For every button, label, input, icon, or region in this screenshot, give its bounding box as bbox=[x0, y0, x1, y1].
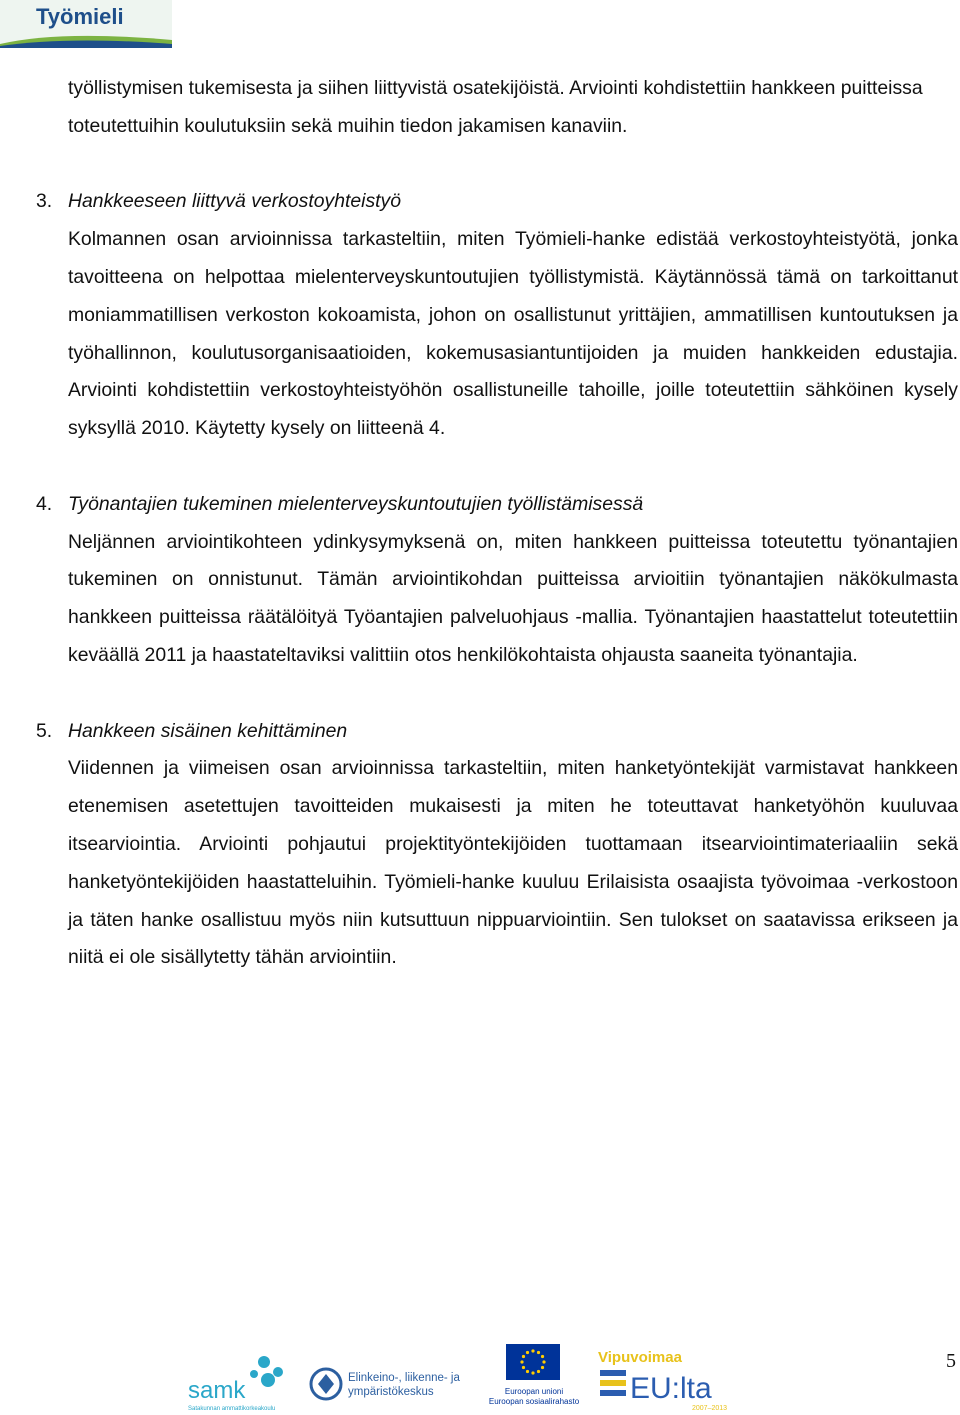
eu-star-icon bbox=[526, 1370, 529, 1373]
section-heading bbox=[36, 486, 958, 524]
eu-star-icon bbox=[537, 1370, 540, 1373]
svg-text:Elinkeino-, liikenne- ja: Elinkeino-, liikenne- ja bbox=[348, 1372, 460, 1384]
samk-logo bbox=[188, 1348, 298, 1414]
eu-star-icon bbox=[537, 1351, 540, 1354]
svg-text:Euroopan unioni: Euroopan unioni bbox=[504, 1387, 564, 1396]
eu-star-icon bbox=[520, 1360, 523, 1363]
section-heading bbox=[36, 713, 958, 751]
section-title: Hankkeeseen liittyvä verkostoyhteistyö bbox=[68, 190, 402, 213]
eu-star-icon bbox=[541, 1366, 544, 1369]
section-number: 5. bbox=[36, 719, 53, 742]
eu-star-icon bbox=[522, 1355, 525, 1358]
eu-star-icon bbox=[531, 1371, 534, 1374]
section-body: Kolmannen osan arvioinnissa tarkasteltiin, miten Työmieli-hanke edistää verkostoyhteistyötä, jonka tavoitteena on helpottaa mielenterveyskuntoutujien työllistymistä. Käytännössä tämä on tarkoittanut moniammatillisen verkoston kokoamista, johon on osallistunut yrittäjien, ammatillisen kuntoutuksen ja työhallinnon, koulutusorganisaatioiden, kokemusasiantuntijoiden ja muiden hankkeiden edustajia. Arviointi kohdistettiin verkostoyhteistyöhön osallistuneille tahoille, joille toteutettiin sähköinen kysely syksyllä 2010. Käytetty kysely on liitteenä 4. bbox=[68, 228, 958, 440]
svg-text:samk: samk bbox=[188, 1377, 246, 1404]
section-body: Neljännen arviointikohteen ydinkysymyksenä on, miten hankkeen puitteissa toteutettu työnantajien tukeminen on onnistunut. Tämän arviointikohdan puitteissa arvioitiin työnantajien näkökulmasta hankkeen puitteissa räätälöityä Työantajien palveluohjaus -mallia. Työnantajien haastattelut toteutettiin keväällä 2011 ja haastateltaviksi valittiin otos henkilökohtaista ohjausta saaneita työnantajia. bbox=[68, 530, 958, 666]
document-body bbox=[36, 70, 958, 977]
section-title: Hankkeen sisäinen kehittäminen bbox=[68, 719, 348, 742]
section-number: 4. bbox=[36, 492, 53, 515]
tyomieli-logo bbox=[0, 0, 172, 48]
eu-star-icon bbox=[531, 1349, 534, 1352]
section-title: Työnantajien tukeminen mielenterveyskuntoutujien työllistämisessä bbox=[68, 492, 644, 515]
logo-text: Työmieli bbox=[36, 4, 124, 29]
eu-logo bbox=[478, 1344, 590, 1410]
svg-text:Vipuvoimaa: Vipuvoimaa bbox=[598, 1349, 682, 1366]
svg-text:Euroopan sosiaalirahasto: Euroopan sosiaalirahasto bbox=[488, 1397, 580, 1406]
page-number: 5 bbox=[946, 1350, 956, 1372]
svg-text:2007–2013: 2007–2013 bbox=[692, 1405, 728, 1412]
vipuvoimaa-logo bbox=[596, 1346, 736, 1412]
eu-star-icon bbox=[542, 1360, 545, 1363]
section-4 bbox=[36, 486, 958, 675]
eu-star-icon bbox=[522, 1366, 525, 1369]
eu-star-icon bbox=[541, 1355, 544, 1358]
svg-text:EU:lta: EU:lta bbox=[630, 1372, 712, 1405]
section-number: 3. bbox=[36, 190, 53, 213]
intro-paragraph: työllistymisen tukemisesta ja siihen liittyvistä osatekijöistä. Arviointi kohdistettiin hankkeen puitteissa toteutettuihin koulutuksiin sekä muihin tiedon jakamisen kanaviin. bbox=[68, 77, 923, 137]
footer-logos bbox=[188, 1340, 748, 1415]
section-body: Viidennen ja viimeisen osan arvioinnissa tarkasteltiin, miten hanketyöntekijät varmistavat hankkeen etenemisen asetettujen tavoitteiden mukaisesti ja miten he toteuttavat hanketyöhön kuuluvaa itsearviointia. Arviointi pohjautui projektityöntekijöiden tuottamaan itsearviointimateriaaliin sekä hanketyöntekijöiden haastatteluihin. Työmieli-hanke kuuluu Erilaisista osaajista työvoimaa -verkostoon ja täten hanke osallistuu myös niin kutsuttuun nippuarviointiin. Sen tulokset on saatavissa erikseen ja niitä ei ole sisällytetty tähän arviointiin. bbox=[68, 757, 958, 969]
svg-text:Satakunnan ammattikorkeakoulu: Satakunnan ammattikorkeakoulu bbox=[188, 1406, 276, 1412]
section-5 bbox=[36, 713, 958, 978]
section-heading bbox=[36, 183, 958, 221]
section-3 bbox=[36, 183, 958, 448]
svg-text:ympäristökeskus: ympäristökeskus bbox=[348, 1386, 434, 1398]
ely-keskus-logo bbox=[308, 1364, 478, 1408]
eu-star-icon bbox=[526, 1351, 529, 1354]
